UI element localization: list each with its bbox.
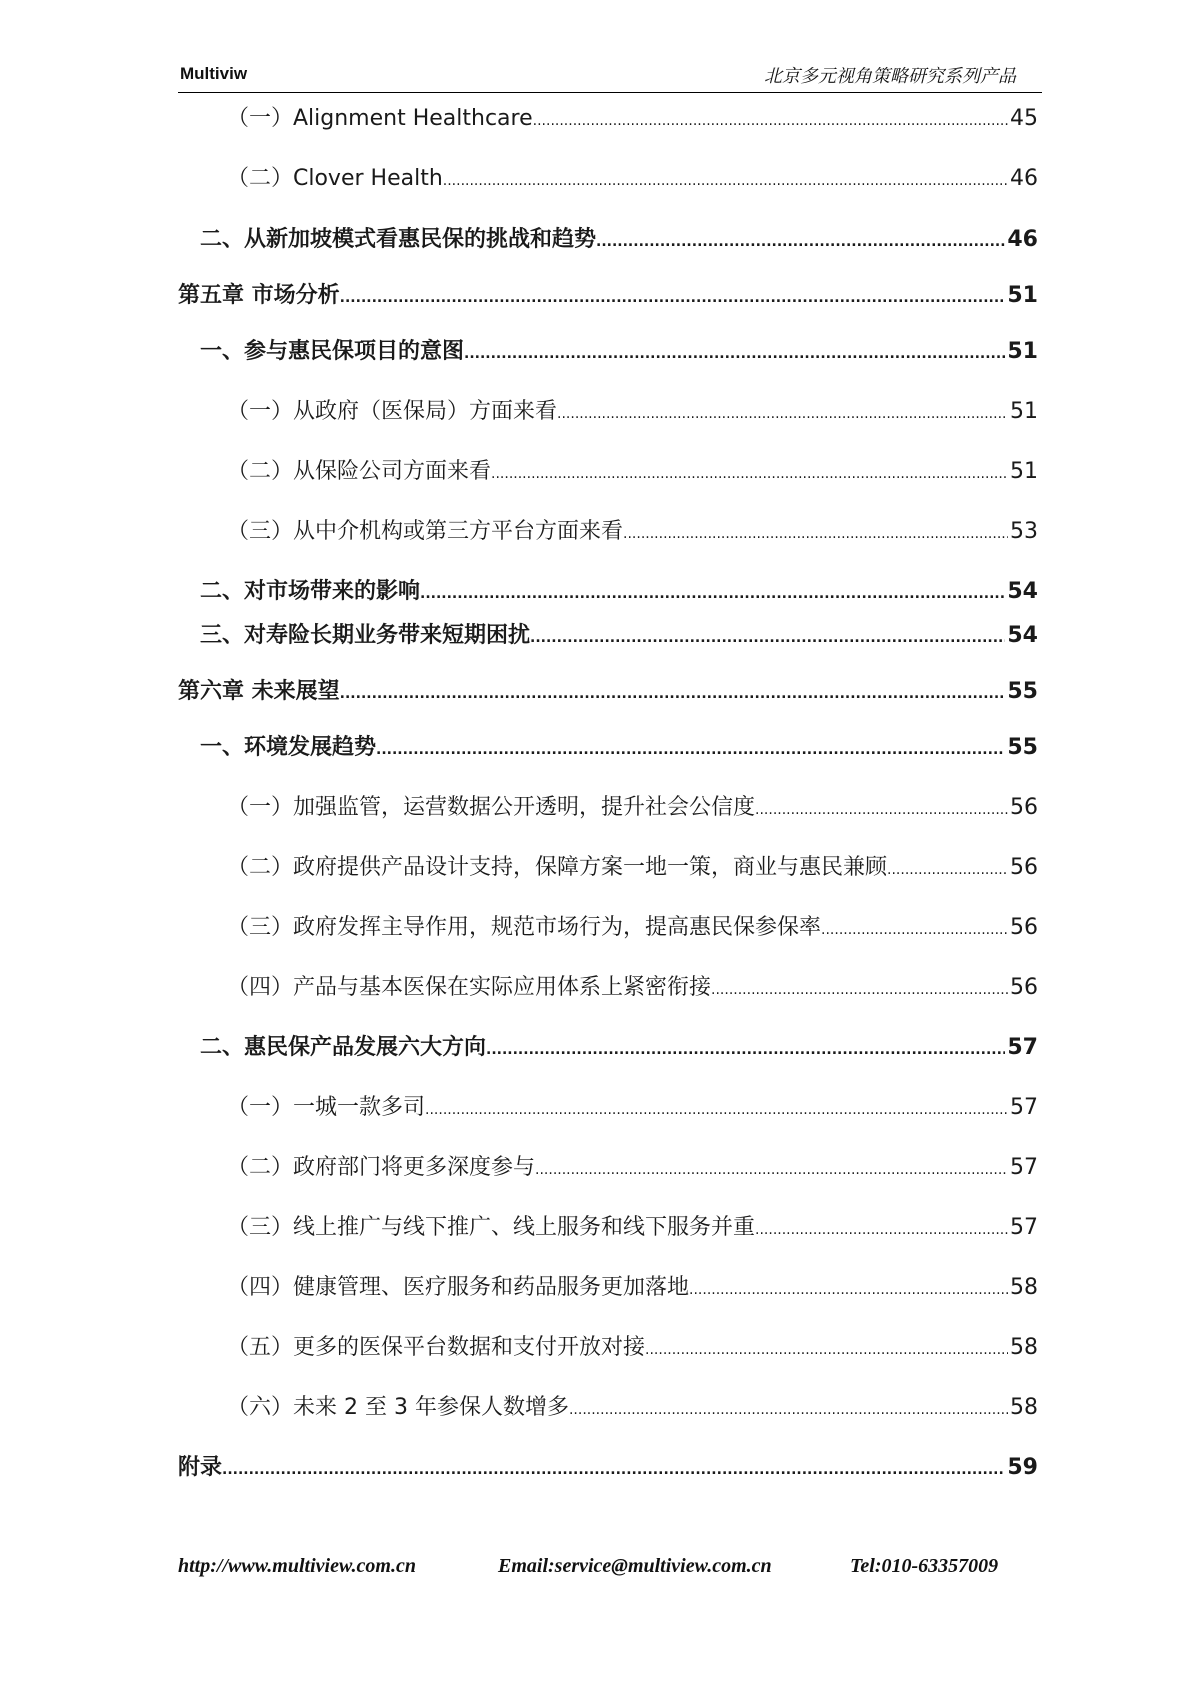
dot-leader xyxy=(464,335,1005,369)
toc-entry[interactable] xyxy=(227,395,1038,429)
toc-entry-title: 第五章 市场分析 xyxy=(178,283,340,308)
dot-leader xyxy=(887,851,1008,885)
dot-leader xyxy=(569,1391,1008,1425)
dot-leader xyxy=(486,1031,1005,1065)
brand-name: Multiviw xyxy=(180,64,248,83)
dot-leader xyxy=(443,162,1008,196)
toc-entry-title: （三）线上推广与线下推广、线上服务和线下服务并重 xyxy=(227,1215,756,1240)
toc-entry-page: 56 xyxy=(1010,795,1038,820)
dot-leader xyxy=(222,1451,1005,1485)
dot-leader xyxy=(533,102,1008,136)
dot-leader xyxy=(530,619,1005,653)
toc-entry-title: 一、环境发展趋势 xyxy=(200,735,377,760)
toc-entry-page: 46 xyxy=(1007,227,1038,252)
toc-entry[interactable] xyxy=(227,1151,1038,1185)
toc-entry-title: 一、参与惠民保项目的意图 xyxy=(200,339,465,364)
dot-leader xyxy=(596,223,1005,257)
dot-leader xyxy=(689,1271,1008,1305)
header-title: 北京多元视角策略研究系列产品 xyxy=(764,66,1016,87)
toc-entry-title: （一）一城一款多司 xyxy=(227,1095,426,1120)
toc-entry-title: 第六章 未来展望 xyxy=(178,679,340,704)
toc-entry-title: （六）未来 2 至 3 年参保人数增多 xyxy=(227,1395,569,1420)
toc-entry-page: 51 xyxy=(1007,283,1038,308)
toc-entry-page: 58 xyxy=(1010,1275,1038,1300)
toc-entry-page: 51 xyxy=(1010,399,1038,424)
toc-entry[interactable] xyxy=(200,619,1038,653)
toc-entry-page: 56 xyxy=(1010,975,1038,1000)
dot-leader xyxy=(557,395,1008,429)
toc-entry-page: 55 xyxy=(1007,679,1038,704)
toc-entry-page: 56 xyxy=(1010,915,1038,940)
dot-leader xyxy=(645,1331,1008,1365)
toc-entry-title: （四）健康管理、医疗服务和药品服务更加落地 xyxy=(227,1275,690,1300)
dot-leader xyxy=(711,971,1008,1005)
toc-entry-page: 59 xyxy=(1007,1455,1038,1480)
footer-phone: Tel:010-63357009 xyxy=(850,1555,999,1577)
toc-entry[interactable] xyxy=(227,971,1038,1005)
toc-entry-title: 二、从新加坡模式看惠民保的挑战和趋势 xyxy=(200,227,597,252)
dot-leader xyxy=(340,279,1006,313)
toc-entry-page: 51 xyxy=(1010,459,1038,484)
toc-entry[interactable] xyxy=(227,162,1038,196)
toc-entry-title: （三）从中介机构或第三方平台方面来看 xyxy=(227,519,624,544)
dot-leader xyxy=(491,455,1008,489)
dot-leader xyxy=(535,1151,1008,1185)
toc-entry[interactable] xyxy=(227,1271,1038,1305)
toc-entry-page: 55 xyxy=(1007,735,1038,760)
toc-entry-title: 附录 xyxy=(178,1455,223,1480)
toc-entry-title: 二、对市场带来的影响 xyxy=(200,579,421,604)
toc-entry-page: 53 xyxy=(1010,519,1038,544)
toc-entry-title: （三）政府发挥主导作用，规范市场行为，提高惠民保参保率 xyxy=(227,915,822,940)
dot-leader xyxy=(340,675,1006,709)
toc-entry[interactable] xyxy=(178,279,1038,313)
toc-entry[interactable] xyxy=(227,911,1038,945)
toc-entry[interactable] xyxy=(227,102,1038,136)
toc-entry-title: （二）从保险公司方面来看 xyxy=(227,459,492,484)
toc-entry-title: （四）产品与基本医保在实际应用体系上紧密衔接 xyxy=(227,975,712,1000)
toc-entry[interactable] xyxy=(200,575,1038,609)
toc-entry-title: （一）加强监管，运营数据公开透明，提升社会公信度 xyxy=(227,795,756,820)
toc-entry[interactable] xyxy=(227,515,1038,549)
toc-entry[interactable] xyxy=(227,851,1038,885)
toc-entry-page: 54 xyxy=(1007,623,1038,648)
toc-entry[interactable] xyxy=(200,1031,1038,1065)
dot-leader xyxy=(821,911,1008,945)
toc-entry-title: （五）更多的医保平台数据和支付开放对接 xyxy=(227,1335,646,1360)
toc-entry-page: 45 xyxy=(1010,106,1038,131)
toc-entry[interactable] xyxy=(200,731,1038,765)
dot-leader xyxy=(755,791,1008,825)
footer-email[interactable]: Email:service@multiview.com.cn xyxy=(498,1555,772,1577)
toc-entry-page: 58 xyxy=(1010,1335,1038,1360)
toc-entry[interactable] xyxy=(227,1091,1038,1125)
toc-entry[interactable] xyxy=(227,1211,1038,1245)
toc-entry-page: 57 xyxy=(1010,1215,1038,1240)
toc-entry-page: 54 xyxy=(1007,579,1038,604)
dot-leader xyxy=(623,515,1008,549)
toc-entry-page: 57 xyxy=(1007,1035,1038,1060)
toc-entry[interactable] xyxy=(200,223,1038,257)
toc-entry-title: （二）Clover Health xyxy=(227,166,443,191)
toc-entry[interactable] xyxy=(227,791,1038,825)
toc-entry-title: 二、惠民保产品发展六大方向 xyxy=(200,1035,487,1060)
toc-entry[interactable] xyxy=(200,335,1038,369)
toc-entry[interactable] xyxy=(227,455,1038,489)
table-of-contents xyxy=(178,0,1042,1683)
toc-entry-page: 57 xyxy=(1010,1155,1038,1180)
toc-entry[interactable] xyxy=(227,1331,1038,1365)
toc-entry-title: （一）Alignment Healthcare xyxy=(227,106,533,131)
footer-website-link[interactable]: http://www.multiview.com.cn xyxy=(178,1555,416,1577)
toc-entry[interactable] xyxy=(227,1391,1038,1425)
toc-entry-page: 51 xyxy=(1007,339,1038,364)
toc-entry-page: 58 xyxy=(1010,1395,1038,1420)
toc-entry[interactable] xyxy=(178,675,1038,709)
toc-entry-page: 46 xyxy=(1010,166,1038,191)
toc-entry-title: （二）政府部门将更多深度参与 xyxy=(227,1155,536,1180)
dot-leader xyxy=(425,1091,1008,1125)
toc-entry[interactable] xyxy=(178,1451,1038,1485)
dot-leader xyxy=(420,575,1005,609)
toc-entry-title: 三、对寿险长期业务带来短期困扰 xyxy=(200,623,531,648)
toc-entry-page: 57 xyxy=(1010,1095,1038,1120)
dot-leader xyxy=(755,1211,1008,1245)
toc-entry-title: （二）政府提供产品设计支持，保障方案一地一策，商业与惠民兼顾 xyxy=(227,855,888,880)
toc-entry-page: 56 xyxy=(1010,855,1038,880)
toc-entry-title: （一）从政府（医保局）方面来看 xyxy=(227,399,558,424)
dot-leader xyxy=(376,731,1005,765)
page-footer xyxy=(178,1555,1042,1585)
